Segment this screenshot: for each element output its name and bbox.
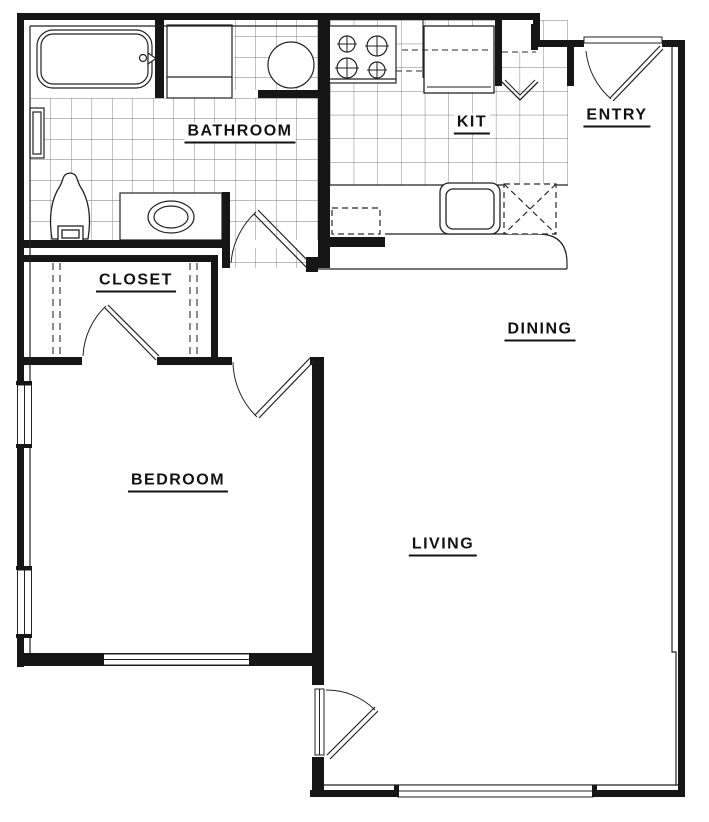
bedroom-south-window	[103, 654, 250, 665]
entry-door-header	[584, 37, 662, 43]
window-sill-caps	[16, 381, 597, 797]
linen-cabinet	[167, 25, 232, 98]
entry-door	[586, 46, 663, 101]
kitchen-sink	[440, 183, 500, 234]
base-cabinet-dashed	[332, 208, 380, 234]
refrigerator	[424, 26, 494, 93]
bedroom-west-window-upper	[18, 385, 32, 445]
bedroom-door	[233, 358, 314, 418]
room-label-kitchen: KIT	[454, 114, 490, 135]
room-label-dining: DINING	[505, 321, 576, 342]
bedroom-west-window-lower	[18, 570, 32, 635]
closet-door	[83, 305, 159, 360]
wall-shelf	[30, 108, 44, 158]
living-patio-door	[315, 689, 378, 759]
room-label-closet: CLOSET	[96, 272, 176, 293]
dishwasher	[504, 184, 556, 234]
vanity-sink	[120, 193, 222, 240]
room-label-entry: ENTRY	[583, 107, 650, 128]
room-label-bedroom: BEDROOM	[128, 472, 228, 493]
windows	[16, 381, 597, 797]
room-label-living: LIVING	[409, 536, 477, 557]
water-heater	[268, 42, 314, 88]
living-south-window	[398, 785, 593, 797]
range-stove	[329, 26, 396, 83]
bathtub	[37, 30, 156, 88]
room-label-bathroom: BATHROOM	[184, 123, 295, 144]
